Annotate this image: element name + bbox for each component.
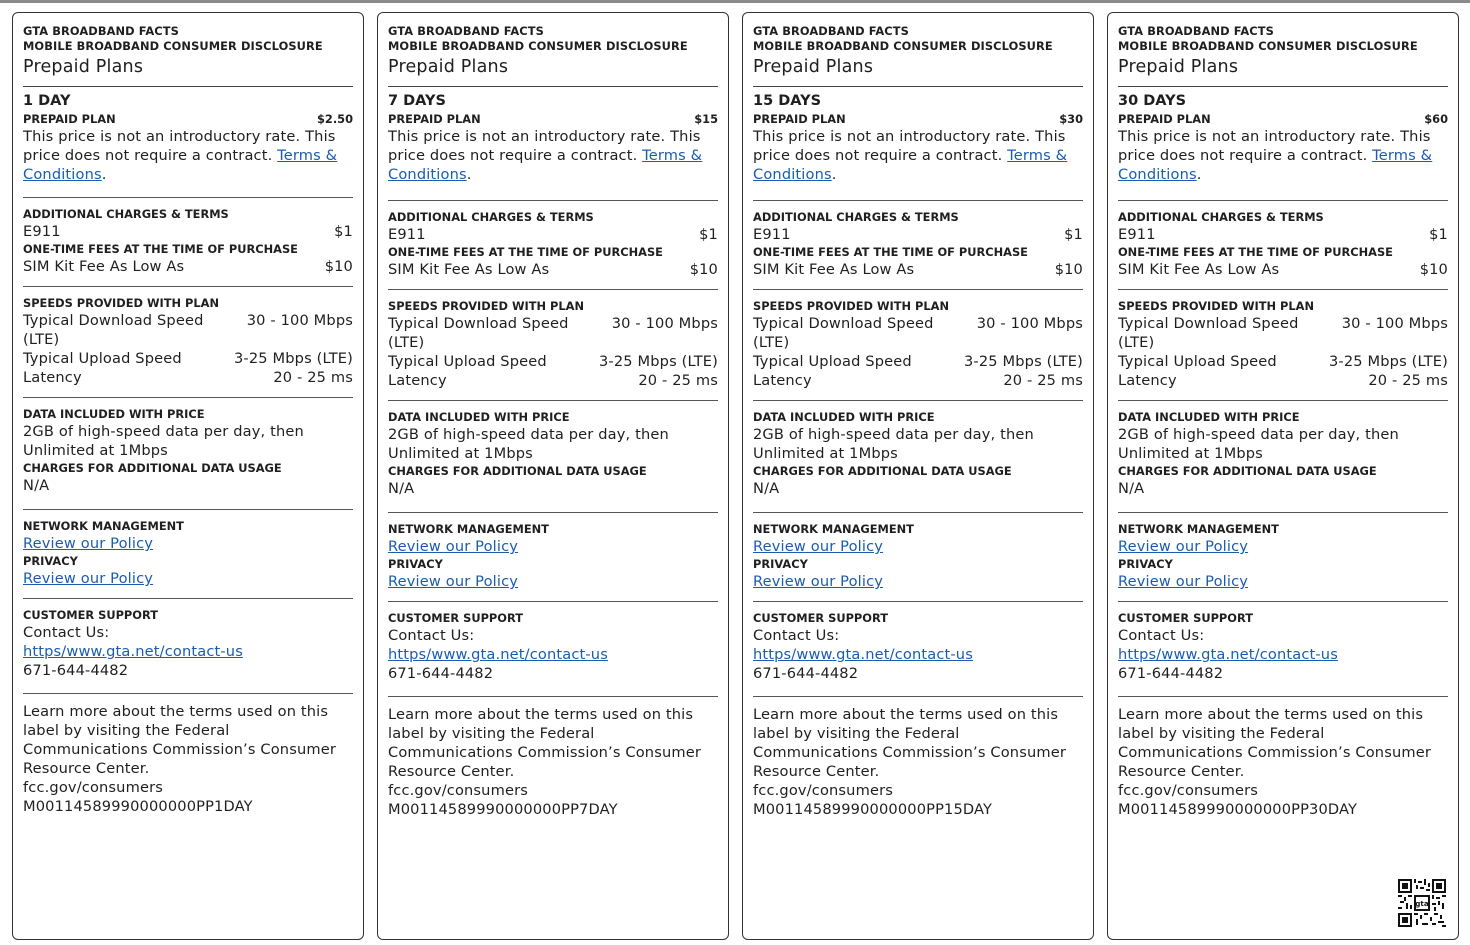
upload-speed-value: 3-25 Mbps (LTE) [233, 350, 353, 367]
network-policy-link[interactable]: Review our Policy [23, 535, 154, 552]
latency-value: 20 - 25 ms [638, 372, 718, 389]
additional-data-value: N/A [1118, 480, 1145, 497]
additional-charges-label: ADDITIONAL CHARGES & TERMS [23, 207, 229, 221]
upload-speed-label: Typical Upload Speed [1118, 353, 1277, 370]
network-policy-link[interactable]: Review our Policy [1118, 538, 1249, 555]
upload-speed-label: Typical Upload Speed [753, 353, 912, 370]
contact-label: Contact Us: [388, 627, 475, 644]
plan-name: 7 DAYS [388, 93, 446, 109]
customer-support-label: CUSTOMER SUPPORT [388, 611, 523, 625]
sim-fee-value: $10 [689, 261, 718, 278]
broadband-label-card [377, 12, 729, 940]
one-time-fees-label: ONE-TIME FEES AT THE TIME OF PURCHASE [23, 242, 298, 256]
price-note-text: This price is not an introductory rate. This price does not require a contract. [753, 128, 1066, 164]
plan-price: $15 [694, 112, 718, 126]
learn-more-text: Learn more about the terms used on this label by visiting the Federal Communications Commission’s Consumer Resource Center. [753, 706, 1067, 780]
terms-period: . [831, 166, 837, 183]
broadband-label-card [742, 12, 1094, 940]
terms-link[interactable]: Terms & Conditions [1118, 147, 1433, 183]
plan-price: $30 [1059, 112, 1083, 126]
customer-support-label: CUSTOMER SUPPORT [23, 608, 158, 622]
contact-label: Contact Us: [23, 624, 110, 641]
sim-fee-label: SIM Kit Fee As Low As [1118, 261, 1280, 278]
speeds-label: SPEEDS PROVIDED WITH PLAN [23, 296, 219, 310]
divider [388, 86, 718, 87]
upload-speed-value: 3-25 Mbps (LTE) [598, 353, 718, 370]
additional-charges-label: ADDITIONAL CHARGES & TERMS [388, 210, 594, 224]
fcc-link: fcc.gov/consumers [1118, 782, 1258, 799]
contact-url-link[interactable]: https/www.gta.net/contact-us [753, 646, 973, 663]
e911-value: $1 [1429, 226, 1448, 243]
label-title: Prepaid Plans [23, 57, 144, 77]
privacy-policy-link[interactable]: Review our Policy [23, 570, 154, 587]
additional-data-label: CHARGES FOR ADDITIONAL DATA USAGE [753, 464, 1012, 478]
download-speed-label: Typical Download Speed (LTE) [1118, 315, 1299, 351]
privacy-label: PRIVACY [23, 554, 78, 568]
plan-label: PREPAID PLAN [388, 112, 481, 126]
e911-value: $1 [334, 223, 353, 240]
support-phone: 671-644-4482 [753, 665, 859, 682]
divider [753, 696, 1083, 697]
plan-name: 1 DAY [23, 93, 71, 109]
data-included-text: 2GB of high-speed data per day, then Unlimited at 1Mbps [1118, 426, 1399, 462]
support-phone: 671-644-4482 [1118, 665, 1224, 682]
page-top-border [0, 0, 1470, 3]
sim-fee-value: $10 [1054, 261, 1083, 278]
label-subtitle: MOBILE BROADBAND CONSUMER DISCLOSURE [388, 39, 688, 53]
contact-url-link[interactable]: https/www.gta.net/contact-us [23, 643, 243, 660]
data-included-label: DATA INCLUDED WITH PRICE [753, 410, 935, 424]
divider [753, 289, 1083, 290]
price-note [1118, 127, 1448, 184]
additional-data-label: CHARGES FOR ADDITIONAL DATA USAGE [388, 464, 647, 478]
e911-label: E911 [1118, 226, 1156, 243]
divider [1118, 512, 1448, 513]
terms-link[interactable]: Terms & Conditions [388, 147, 703, 183]
price-note [753, 127, 1083, 184]
divider [1118, 289, 1448, 290]
speeds-label: SPEEDS PROVIDED WITH PLAN [388, 299, 584, 313]
e911-label: E911 [388, 226, 426, 243]
support-phone: 671-644-4482 [388, 665, 494, 682]
data-included-text: 2GB of high-speed data per day, then Unlimited at 1Mbps [753, 426, 1034, 462]
plan-price: $60 [1424, 112, 1448, 126]
divider [753, 400, 1083, 401]
download-speed-label: Typical Download Speed (LTE) [23, 312, 204, 348]
divider [753, 86, 1083, 87]
network-management-label: NETWORK MANAGEMENT [23, 519, 184, 533]
label-brand: GTA BROADBAND FACTS [388, 24, 544, 38]
download-speed-value: 30 - 100 Mbps [246, 312, 353, 329]
privacy-label: PRIVACY [1118, 557, 1173, 571]
learn-more-text: Learn more about the terms used on this label by visiting the Federal Communications Commission’s Consumer Resource Center. [23, 703, 337, 777]
data-included-label: DATA INCLUDED WITH PRICE [23, 407, 205, 421]
additional-charges-label: ADDITIONAL CHARGES & TERMS [753, 210, 959, 224]
terms-link[interactable]: Terms & Conditions [753, 147, 1068, 183]
latency-label: Latency [753, 372, 812, 389]
label-identifier: M00114589990000000PP7DAY [388, 801, 618, 818]
price-note [23, 127, 353, 184]
divider [753, 200, 1083, 201]
customer-support-label: CUSTOMER SUPPORT [1118, 611, 1253, 625]
e911-label: E911 [753, 226, 791, 243]
latency-value: 20 - 25 ms [1003, 372, 1083, 389]
label-identifier: M00114589990000000PP15DAY [753, 801, 993, 818]
contact-url-link[interactable]: https/www.gta.net/contact-us [1118, 646, 1338, 663]
label-subtitle: MOBILE BROADBAND CONSUMER DISCLOSURE [1118, 39, 1418, 53]
one-time-fees-label: ONE-TIME FEES AT THE TIME OF PURCHASE [753, 245, 1028, 259]
divider [23, 598, 353, 599]
divider [753, 601, 1083, 602]
qr-logo-text: gta [1415, 899, 1429, 909]
divider [388, 289, 718, 290]
upload-speed-label: Typical Upload Speed [388, 353, 547, 370]
price-note-text: This price is not an introductory rate. This price does not require a contract. [388, 128, 701, 164]
learn-more-text: Learn more about the terms used on this label by visiting the Federal Communications Commission’s Consumer Resource Center. [1118, 706, 1432, 780]
label-title: Prepaid Plans [1118, 57, 1239, 77]
label-title: Prepaid Plans [753, 57, 874, 77]
e911-value: $1 [699, 226, 718, 243]
label-identifier: M00114589990000000PP30DAY [1118, 801, 1358, 818]
latency-label: Latency [23, 369, 82, 386]
additional-data-value: N/A [23, 477, 50, 494]
label-brand: GTA BROADBAND FACTS [753, 24, 909, 38]
qr-code-icon [1398, 879, 1446, 927]
divider [23, 693, 353, 694]
network-policy-link[interactable]: Review our Policy [753, 538, 884, 555]
privacy-label: PRIVACY [753, 557, 808, 571]
additional-charges-label: ADDITIONAL CHARGES & TERMS [1118, 210, 1324, 224]
download-speed-value: 30 - 100 Mbps [976, 315, 1083, 332]
data-included-text: 2GB of high-speed data per day, then Unlimited at 1Mbps [388, 426, 669, 462]
label-identifier: M00114589990000000PP1DAY [23, 798, 253, 815]
plan-name: 30 DAYS [1118, 93, 1187, 109]
fcc-link: fcc.gov/consumers [753, 782, 893, 799]
price-note-text: This price is not an introductory rate. This price does not require a contract. [23, 128, 336, 164]
privacy-policy-link[interactable]: Review our Policy [388, 573, 519, 590]
broadband-label-card [12, 12, 364, 940]
network-management-label: NETWORK MANAGEMENT [388, 522, 549, 536]
data-included-label: DATA INCLUDED WITH PRICE [1118, 410, 1300, 424]
price-note [388, 127, 718, 184]
privacy-policy-link[interactable]: Review our Policy [753, 573, 884, 590]
contact-url-link[interactable]: https/www.gta.net/contact-us [388, 646, 608, 663]
privacy-policy-link[interactable]: Review our Policy [1118, 573, 1249, 590]
divider [1118, 696, 1448, 697]
fcc-link: fcc.gov/consumers [388, 782, 528, 799]
latency-value: 20 - 25 ms [1368, 372, 1448, 389]
divider [1118, 200, 1448, 201]
terms-period: . [1196, 166, 1202, 183]
plan-label: PREPAID PLAN [1118, 112, 1211, 126]
download-speed-label: Typical Download Speed (LTE) [388, 315, 569, 351]
additional-data-label: CHARGES FOR ADDITIONAL DATA USAGE [23, 461, 282, 475]
upload-speed-label: Typical Upload Speed [23, 350, 182, 367]
divider [388, 512, 718, 513]
label-brand: GTA BROADBAND FACTS [1118, 24, 1274, 38]
label-brand: GTA BROADBAND FACTS [23, 24, 179, 38]
data-included-text: 2GB of high-speed data per day, then Unlimited at 1Mbps [23, 423, 304, 459]
terms-link[interactable]: Terms & Conditions [23, 147, 338, 183]
divider [23, 197, 353, 198]
divider [1118, 601, 1448, 602]
download-speed-value: 30 - 100 Mbps [611, 315, 718, 332]
divider [388, 400, 718, 401]
plan-label: PREPAID PLAN [23, 112, 116, 126]
terms-period: . [466, 166, 472, 183]
sim-fee-label: SIM Kit Fee As Low As [753, 261, 915, 278]
divider [23, 509, 353, 510]
contact-label: Contact Us: [753, 627, 840, 644]
fcc-link: fcc.gov/consumers [23, 779, 163, 796]
additional-data-value: N/A [753, 480, 780, 497]
label-subtitle: MOBILE BROADBAND CONSUMER DISCLOSURE [23, 39, 323, 53]
sim-fee-label: SIM Kit Fee As Low As [23, 258, 185, 275]
one-time-fees-label: ONE-TIME FEES AT THE TIME OF PURCHASE [1118, 245, 1393, 259]
divider [388, 601, 718, 602]
plan-price: $2.50 [316, 112, 353, 126]
plan-label: PREPAID PLAN [753, 112, 846, 126]
sim-fee-value: $10 [1419, 261, 1448, 278]
learn-more-text: Learn more about the terms used on this label by visiting the Federal Communications Commission’s Consumer Resource Center. [388, 706, 702, 780]
e911-value: $1 [1064, 226, 1083, 243]
speeds-label: SPEEDS PROVIDED WITH PLAN [1118, 299, 1314, 313]
divider [388, 200, 718, 201]
download-speed-value: 30 - 100 Mbps [1341, 315, 1448, 332]
network-policy-link[interactable]: Review our Policy [388, 538, 519, 555]
additional-data-value: N/A [388, 480, 415, 497]
sim-fee-value: $10 [324, 258, 353, 275]
additional-data-label: CHARGES FOR ADDITIONAL DATA USAGE [1118, 464, 1377, 478]
data-included-label: DATA INCLUDED WITH PRICE [388, 410, 570, 424]
label-title: Prepaid Plans [388, 57, 509, 77]
latency-label: Latency [1118, 372, 1177, 389]
plan-name: 15 DAYS [753, 93, 822, 109]
divider [23, 397, 353, 398]
divider [23, 86, 353, 87]
divider [388, 696, 718, 697]
upload-speed-value: 3-25 Mbps (LTE) [1328, 353, 1448, 370]
terms-period: . [101, 166, 107, 183]
broadband-label-card [1107, 12, 1459, 940]
upload-speed-value: 3-25 Mbps (LTE) [963, 353, 1083, 370]
speeds-label: SPEEDS PROVIDED WITH PLAN [753, 299, 949, 313]
customer-support-label: CUSTOMER SUPPORT [753, 611, 888, 625]
label-subtitle: MOBILE BROADBAND CONSUMER DISCLOSURE [753, 39, 1053, 53]
divider [1118, 86, 1448, 87]
divider [753, 512, 1083, 513]
latency-label: Latency [388, 372, 447, 389]
e911-label: E911 [23, 223, 61, 240]
support-phone: 671-644-4482 [23, 662, 129, 679]
network-management-label: NETWORK MANAGEMENT [1118, 522, 1279, 536]
divider [1118, 400, 1448, 401]
download-speed-label: Typical Download Speed (LTE) [753, 315, 934, 351]
divider [23, 286, 353, 287]
one-time-fees-label: ONE-TIME FEES AT THE TIME OF PURCHASE [388, 245, 663, 259]
sim-fee-label: SIM Kit Fee As Low As [388, 261, 550, 278]
contact-label: Contact Us: [1118, 627, 1205, 644]
network-management-label: NETWORK MANAGEMENT [753, 522, 914, 536]
latency-value: 20 - 25 ms [273, 369, 353, 386]
price-note-text: This price is not an introductory rate. This price does not require a contract. [1118, 128, 1431, 164]
privacy-label: PRIVACY [388, 557, 443, 571]
